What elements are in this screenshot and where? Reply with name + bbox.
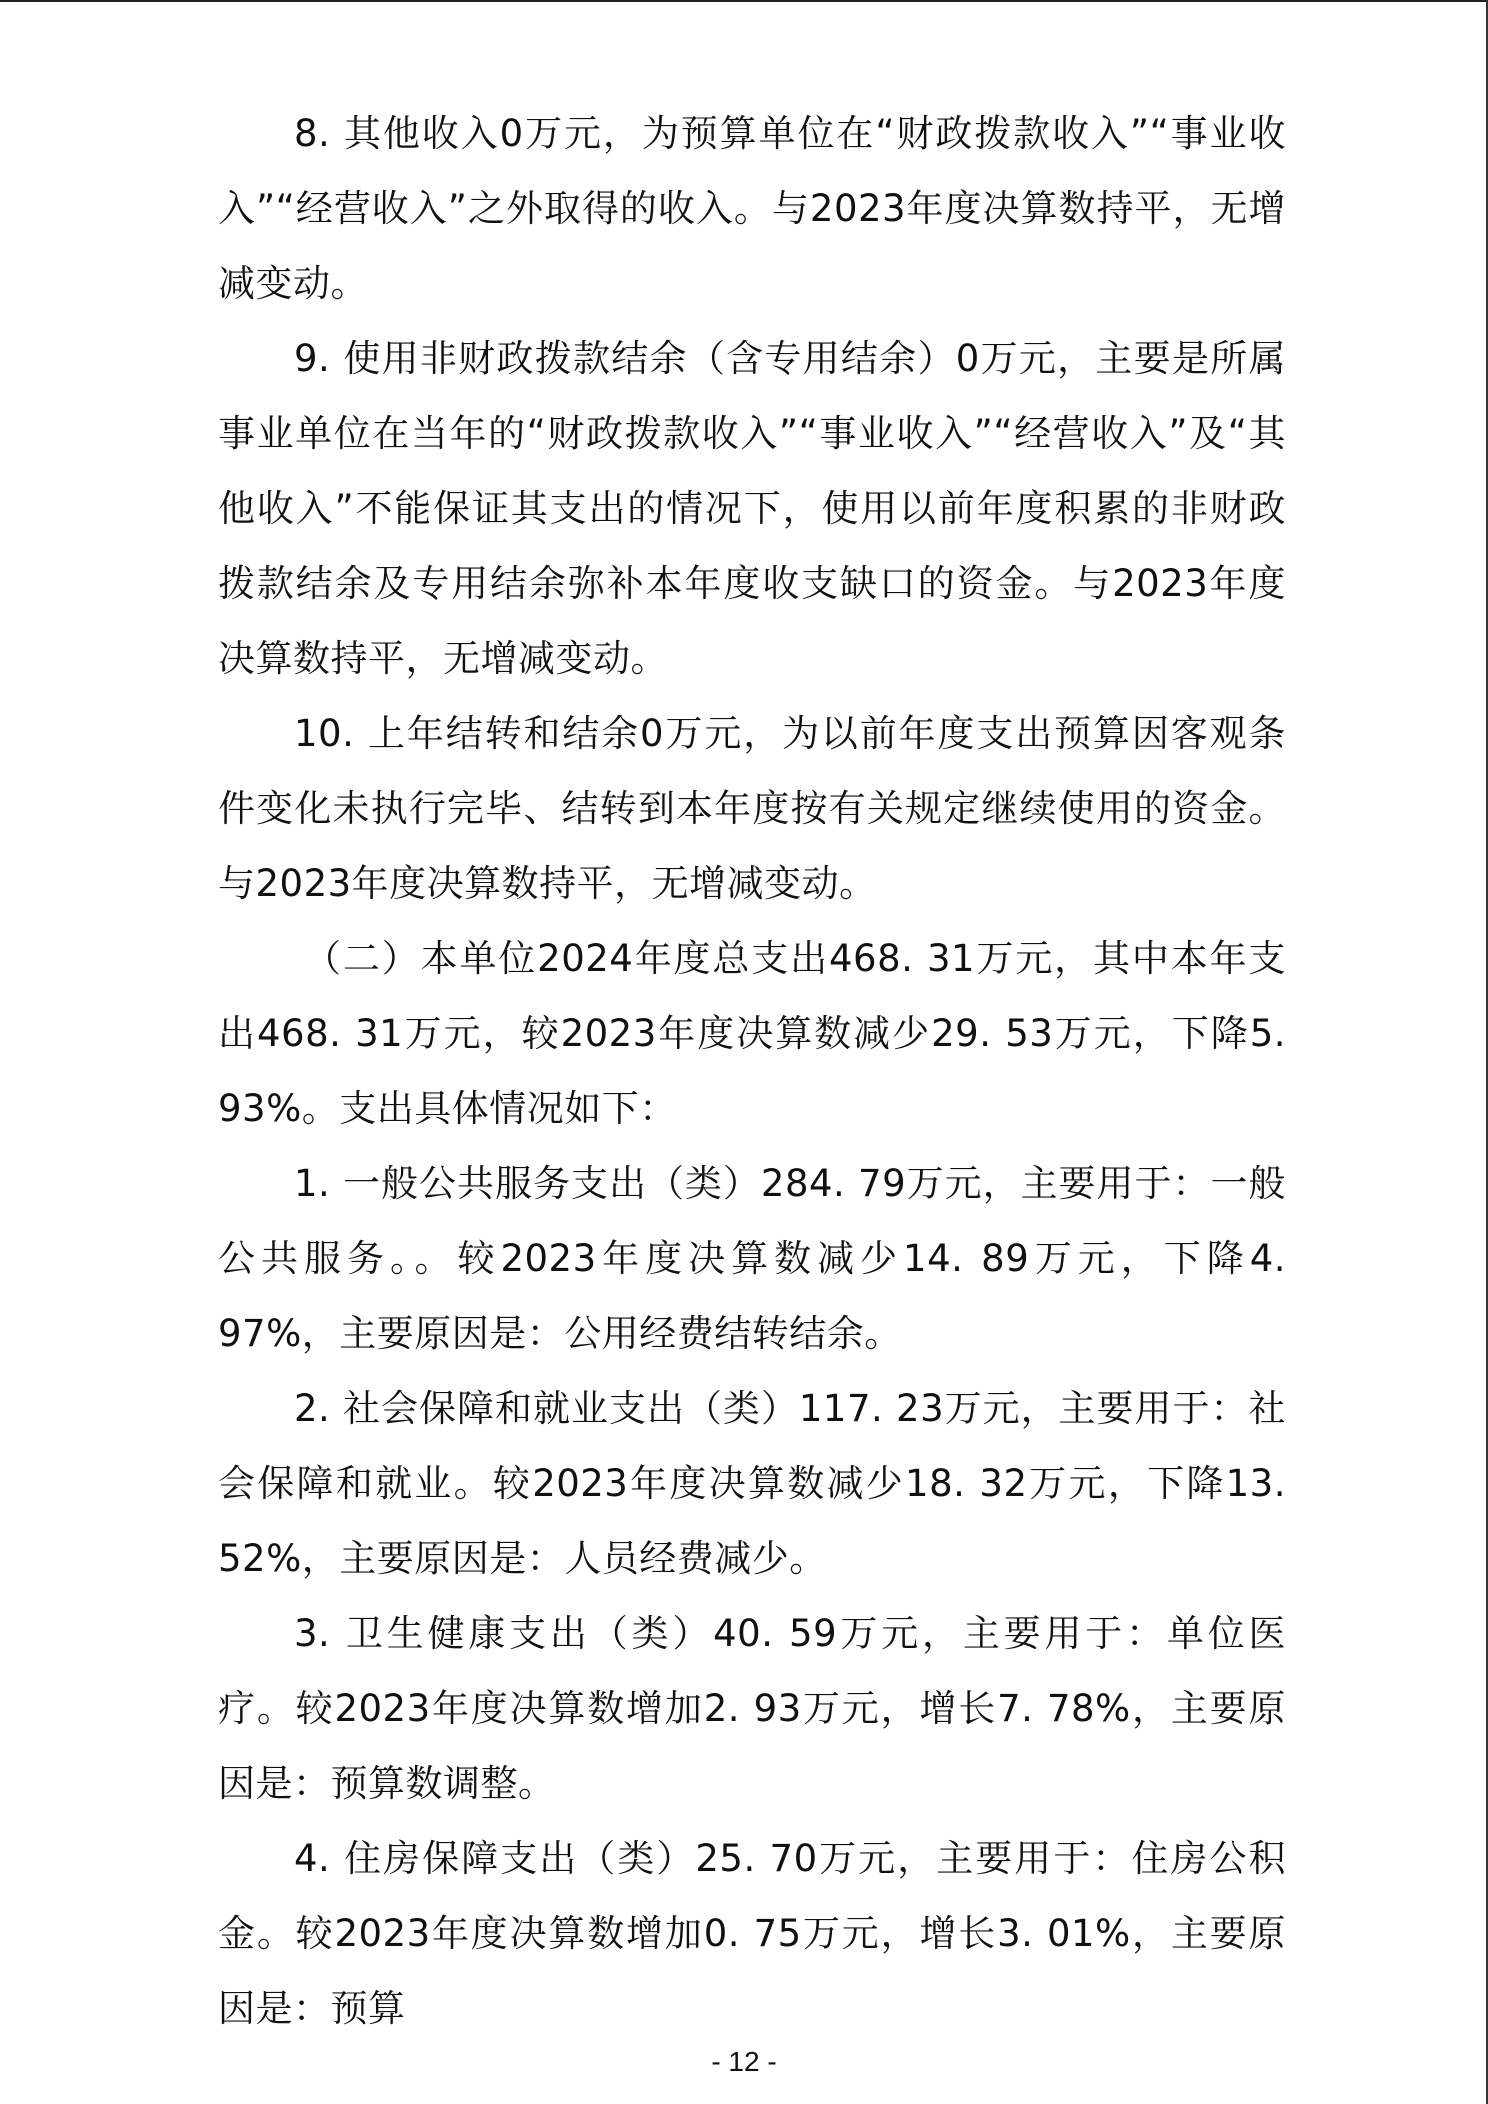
- paragraph-other-income: 8. 其他收入0万元，为预算单位在“财政拨款收入”“事业收入”“经营收入”之外取得的收入。与2023年度决算数持平，无增减变动。: [218, 112, 1286, 305]
- paragraph-general-public-services: 1. 一般公共服务支出（类）284. 79万元，主要用于：一般公共服务。。较2023年度决算数减少14. 89万元，下降4. 97%，主要原因是：公用经费结转结余。: [218, 1162, 1286, 1355]
- paragraph-non-fiscal-surplus: 9. 使用非财政拨款结余（含专用结余）0万元，主要是所属事业单位在当年的“财政拨款收入”“事业收入”“经营收入”及“其他收入”不能保证其支出的情况下，使用以前年度积累的非财政拨款结余及专用结余弥补本年度收支缺口的资金。与2023年度决算数持平，无增减变动。: [218, 337, 1286, 680]
- paragraph-total-expenditure: （二）本单位2024年度总支出468. 31万元，其中本年支出468. 31万元，较2023年度决算数减少29. 53万元，下降5. 93%。支出具体情况如下：: [218, 937, 1286, 1130]
- paragraph-social-security: 2. 社会保障和就业支出（类）117. 23万元，主要用于：社会保障和就业。较2023年度决算数减少18. 32万元，下降13. 52%，主要原因是：人员经费减少。: [218, 1387, 1286, 1580]
- top-border: [0, 0, 1488, 2]
- page-number: - 12 -: [711, 2046, 777, 2077]
- document-body: [218, 96, 1286, 2046]
- paragraph-health: 3. 卫生健康支出（类）40. 59万元，主要用于：单位医疗。较2023年度决算数增加2. 93万元，增长7. 78%，主要原因是：预算数调整。: [218, 1612, 1286, 1805]
- paragraph-housing: 4. 住房保障支出（类）25. 70万元，主要用于：住房公积金。较2023年度决算数增加0. 75万元，增长3. 01%，主要原因是：预算: [218, 1837, 1286, 2030]
- paragraph-carryover: 10. 上年结转和结余0万元，为以前年度支出预算因客观条件变化未执行完毕、结转到本年度按有关规定继续使用的资金。与2023年度决算数持平，无增减变动。: [218, 712, 1286, 905]
